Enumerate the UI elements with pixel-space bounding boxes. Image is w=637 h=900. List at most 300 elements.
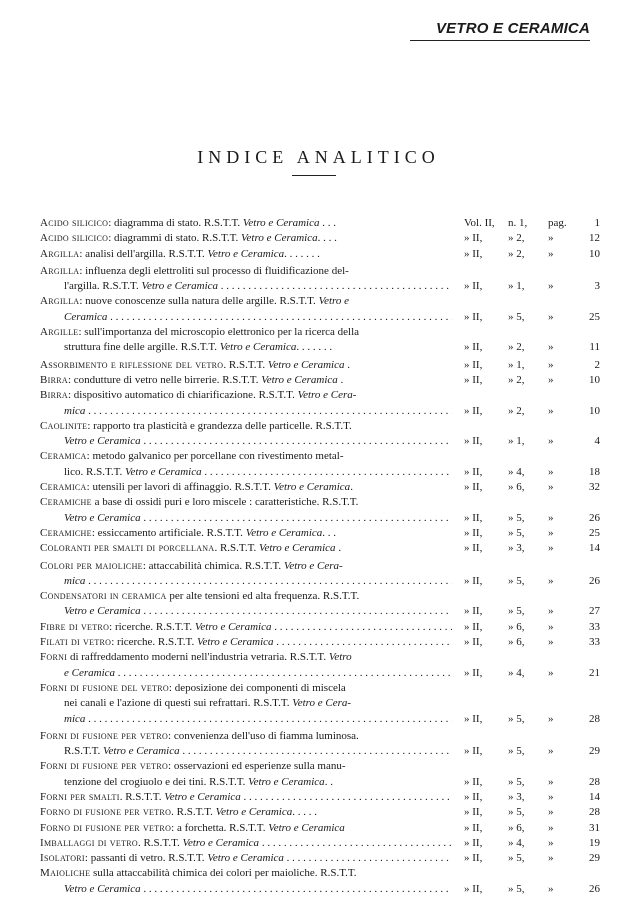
entry-text: nei canali e l'azione di questi sui refrattari. R.S.T.T. bbox=[64, 697, 293, 710]
entry-reference bbox=[464, 836, 600, 851]
entry-reference bbox=[464, 465, 600, 480]
page-label: » bbox=[548, 605, 554, 618]
index-entry bbox=[40, 805, 600, 820]
issue-number: » 2, bbox=[508, 247, 525, 260]
index-entry bbox=[40, 650, 600, 681]
volume: » II, bbox=[464, 481, 483, 494]
journal-title: Vetro e Ceramica bbox=[182, 836, 260, 849]
index-entry bbox=[40, 358, 600, 373]
journal-title: Vetro e Ceramica bbox=[207, 852, 284, 865]
page-label: » bbox=[548, 882, 554, 895]
entry-reference bbox=[464, 635, 600, 650]
issue-number: » 4, bbox=[508, 836, 525, 849]
leader-dots: . bbox=[350, 481, 353, 494]
leader-dots: . . bbox=[324, 775, 333, 788]
entry-text: : analisi dell'argilla. R.S.T.T. bbox=[79, 247, 208, 260]
journal-title: Vetro e Ceramica bbox=[273, 481, 351, 494]
journal-title: Vetro e Cera- bbox=[292, 697, 352, 710]
entry-text: di raffreddamento moderni nell'industria vetraria. R.S.T.T. bbox=[67, 651, 329, 664]
entry-heading: Filati di vetro bbox=[40, 636, 112, 649]
issue-number: » 5, bbox=[508, 310, 525, 323]
page-label: » bbox=[548, 745, 554, 758]
entry-reference bbox=[464, 851, 600, 866]
page-label: » bbox=[548, 358, 554, 371]
entry-reference bbox=[464, 231, 600, 246]
entry-heading: Ceramiche bbox=[40, 496, 92, 509]
page-label: » bbox=[548, 526, 554, 539]
issue-number: » 3, bbox=[508, 542, 525, 555]
entry-reference bbox=[464, 620, 600, 635]
entry-line bbox=[40, 836, 452, 851]
entry-line bbox=[40, 589, 452, 604]
entry-text: : condutture di vetro nelle birrerie. R.S.T.T. bbox=[67, 373, 262, 386]
page-number: 33 bbox=[589, 636, 600, 649]
entry-line bbox=[40, 620, 452, 635]
entry-line bbox=[40, 247, 452, 262]
leader-dots: . bbox=[337, 373, 344, 386]
leader-dots: . bbox=[344, 358, 350, 371]
entry-line bbox=[40, 388, 452, 403]
entry-text: : ricerche. R.S.T.T. bbox=[111, 636, 197, 649]
entry-text: : influenza degli elettroliti sul processo di fluidificazione del- bbox=[79, 264, 349, 277]
page-title: INDICE ANALITICO bbox=[197, 147, 440, 167]
index-entry bbox=[40, 449, 600, 480]
entry-text: lico. R.S.T.T. bbox=[64, 465, 126, 478]
entry-reference bbox=[464, 712, 600, 727]
entry-text: : attaccabilità chimica. R.S.T.T. bbox=[142, 559, 284, 572]
issue-number: » 6, bbox=[508, 481, 525, 494]
entry-text: : dispositivo automatico di chiarificazione. R.S.T.T. bbox=[67, 389, 298, 402]
entry-text: : utensili per lavori di affinaggio. R.S.T.T. bbox=[86, 481, 274, 494]
page-number: 28 bbox=[589, 775, 600, 788]
entry-line bbox=[40, 373, 452, 388]
entry-line bbox=[40, 449, 452, 464]
entry-line bbox=[40, 526, 452, 541]
journal-title: Vetro e Cera- bbox=[283, 559, 343, 572]
volume: » II, bbox=[464, 511, 483, 524]
page-label: » bbox=[548, 280, 554, 293]
entry-line bbox=[40, 294, 452, 309]
page-label: » bbox=[548, 712, 554, 725]
page-number: 25 bbox=[589, 310, 600, 323]
entry-reference bbox=[464, 574, 600, 589]
index-entry bbox=[40, 480, 600, 495]
volume: » II, bbox=[464, 636, 483, 649]
volume: » II, bbox=[464, 882, 483, 895]
entry-line bbox=[40, 696, 452, 711]
page-label: » bbox=[548, 435, 554, 448]
entry-text: . R.S.T.T. bbox=[119, 790, 165, 803]
page-number: 27 bbox=[589, 605, 600, 618]
entry-heading: Coloranti per smalti di porcellana bbox=[40, 542, 215, 555]
entry-reference bbox=[464, 775, 600, 790]
entry-text: : metodo galvanico per porcellane con rivestimento metal- bbox=[86, 450, 344, 463]
entry-line bbox=[40, 465, 452, 480]
entry-text: : a forchetta. R.S.T.T. bbox=[171, 821, 269, 834]
volume: » II, bbox=[464, 666, 483, 679]
entry-text: : passanti di vetro. R.S.T.T. bbox=[84, 852, 208, 865]
entry-heading: Forni di fusione per vetro bbox=[40, 760, 169, 773]
issue-number: » 4, bbox=[508, 666, 525, 679]
issue-number: » 5, bbox=[508, 882, 525, 895]
entry-text: : diagrammi di stato. R.S.T.T. bbox=[108, 232, 242, 245]
header-title: VETRO E CERAMICA bbox=[435, 20, 590, 37]
issue-number: » 1, bbox=[508, 358, 525, 371]
entry-line bbox=[40, 604, 452, 619]
page-label: » bbox=[548, 310, 554, 323]
entry-line bbox=[40, 574, 452, 589]
entry-reference bbox=[464, 604, 600, 619]
leader-dots: . . . . . bbox=[292, 806, 317, 819]
page-label: » bbox=[548, 373, 554, 386]
entry-line bbox=[40, 216, 452, 231]
volume: » II, bbox=[464, 605, 483, 618]
page-number: 10 bbox=[589, 404, 600, 417]
entry-reference bbox=[464, 805, 600, 820]
entry-line bbox=[40, 340, 452, 355]
volume: » II, bbox=[464, 806, 483, 819]
page-number: 33 bbox=[589, 620, 600, 633]
journal-title: Vetro e Ceramica bbox=[141, 280, 219, 293]
entry-heading: Forni bbox=[40, 651, 68, 664]
entry-heading: Fibre di vetro bbox=[40, 620, 110, 633]
page-number: 11 bbox=[589, 341, 600, 354]
index-entry bbox=[40, 264, 600, 295]
page-label: » bbox=[548, 852, 554, 865]
issue-number: » 5, bbox=[508, 511, 525, 524]
page-number: 28 bbox=[589, 712, 600, 725]
leader-dots: . bbox=[335, 542, 342, 555]
issue-number: » 6, bbox=[508, 620, 525, 633]
issue-number: » 1, bbox=[508, 435, 525, 448]
page-number: 10 bbox=[589, 247, 600, 260]
entry-text: . R.S.T.T. bbox=[223, 358, 268, 371]
entry-reference bbox=[464, 404, 600, 419]
issue-number: » 3, bbox=[508, 790, 525, 803]
page-number: 28 bbox=[589, 806, 600, 819]
issue-number: » 5, bbox=[508, 806, 525, 819]
entry-line bbox=[40, 650, 452, 665]
entry-line bbox=[40, 882, 452, 897]
volume: » II, bbox=[464, 310, 483, 323]
journal-title: Vetro e Ceramica bbox=[103, 745, 180, 758]
entry-line bbox=[40, 495, 452, 510]
entry-line bbox=[40, 821, 452, 836]
journal-title: Vetro e Ceramica bbox=[215, 806, 293, 819]
entry-text: : sull'importanza del microscopio elettronico per la ricerca della bbox=[78, 326, 360, 339]
journal-title: mica bbox=[64, 404, 86, 417]
entry-heading: Ceramica bbox=[40, 450, 87, 463]
entry-heading: Condensatori in ceramica bbox=[40, 590, 167, 603]
entry-line bbox=[40, 712, 452, 727]
entry-line bbox=[40, 480, 452, 495]
page-number: 18 bbox=[589, 465, 600, 478]
entry-line bbox=[40, 729, 452, 744]
entry-reference bbox=[464, 216, 600, 231]
page-number: 3 bbox=[594, 280, 600, 293]
volume: » II, bbox=[464, 435, 483, 448]
volume: » II, bbox=[464, 465, 483, 478]
entry-reference bbox=[464, 279, 600, 294]
index-entry bbox=[40, 388, 600, 419]
page-number: 26 bbox=[589, 574, 600, 587]
entry-text: . R.S.T.T. bbox=[214, 542, 259, 555]
index-entry bbox=[40, 216, 600, 231]
volume: » II, bbox=[464, 712, 483, 725]
entry-line bbox=[40, 805, 452, 820]
page-number: 29 bbox=[589, 852, 600, 865]
entry-heading: Imballaggi di vetro bbox=[40, 836, 138, 849]
entry-line bbox=[40, 681, 452, 696]
entry-line bbox=[40, 866, 452, 881]
page-label: » bbox=[548, 775, 554, 788]
page-label: » bbox=[548, 636, 554, 649]
page-number: 29 bbox=[589, 745, 600, 758]
index-entry bbox=[40, 729, 600, 760]
entry-line bbox=[40, 666, 452, 681]
entry-heading: Forno di fusione per vetro bbox=[40, 806, 172, 819]
entry-heading: Birra bbox=[40, 389, 68, 402]
index-entry bbox=[40, 589, 600, 620]
entry-text: tenzione del crogiuolo e dei tini. R.S.T.T. bbox=[64, 775, 249, 788]
entry-heading: Forni di fusione per vetro bbox=[40, 729, 169, 742]
journal-title: Ceramica bbox=[64, 310, 108, 323]
entry-heading: Caolinite bbox=[40, 419, 88, 432]
entry-line bbox=[40, 231, 452, 246]
entry-line bbox=[40, 775, 452, 790]
page-number: 21 bbox=[589, 666, 600, 679]
entry-line bbox=[40, 358, 452, 373]
issue-number: » 2, bbox=[508, 232, 525, 245]
entry-heading: Ceramiche bbox=[40, 526, 92, 539]
entry-line bbox=[40, 635, 452, 650]
index-entry bbox=[40, 526, 600, 541]
page-number: 31 bbox=[589, 821, 600, 834]
index-list bbox=[40, 216, 600, 897]
entry-heading: Argille bbox=[40, 326, 79, 339]
page-label: » bbox=[548, 341, 554, 354]
index-entry bbox=[40, 821, 600, 836]
page-label: pag. bbox=[548, 217, 567, 229]
index-entry bbox=[40, 247, 600, 262]
page-label: » bbox=[548, 232, 554, 245]
entry-reference bbox=[464, 511, 600, 526]
index-entry bbox=[40, 635, 600, 650]
leader-dots: . . . bbox=[319, 217, 336, 229]
entry-heading: Argilla bbox=[40, 295, 80, 308]
page-number: 14 bbox=[589, 542, 600, 555]
index-entry bbox=[40, 231, 600, 246]
entry-heading: Colori per maioliche bbox=[40, 559, 143, 572]
issue-number: » 5, bbox=[508, 605, 525, 618]
journal-title: Vetro e Ceramica bbox=[241, 232, 318, 245]
issue-number: » 5, bbox=[508, 745, 525, 758]
journal-title: Vetro bbox=[328, 651, 352, 664]
index-entry bbox=[40, 851, 600, 866]
entry-text: : ricerche. R.S.T.T. bbox=[109, 620, 195, 633]
journal-title: mica bbox=[64, 574, 86, 587]
entry-reference bbox=[464, 666, 600, 681]
issue-number: » 5, bbox=[508, 775, 525, 788]
page-label: » bbox=[548, 247, 554, 260]
page-label: » bbox=[548, 666, 554, 679]
entry-text: l'argilla. R.S.T.T. bbox=[64, 280, 142, 293]
leader-dots: . . . . . . . bbox=[284, 247, 320, 260]
volume: » II, bbox=[464, 341, 483, 354]
entry-heading: Acido silicico bbox=[40, 232, 109, 245]
journal-title: Vetro e Ceramica bbox=[268, 821, 345, 834]
page-number: 12 bbox=[589, 232, 600, 245]
entry-line bbox=[40, 511, 452, 526]
entry-line bbox=[40, 790, 452, 805]
entry-reference bbox=[464, 340, 600, 355]
entry-line bbox=[40, 419, 452, 434]
index-entry bbox=[40, 495, 600, 526]
issue-number: » 2, bbox=[508, 373, 525, 386]
volume: » II, bbox=[464, 745, 483, 758]
page-label: » bbox=[548, 511, 554, 524]
entry-reference bbox=[464, 541, 600, 556]
entry-reference bbox=[464, 373, 600, 388]
volume: » II, bbox=[464, 852, 483, 865]
entry-line bbox=[40, 279, 452, 294]
volume: » II, bbox=[464, 373, 483, 386]
entry-line bbox=[40, 541, 452, 556]
journal-title: Vetro e Cera- bbox=[297, 389, 357, 402]
journal-title: Vetro e Ceramica bbox=[258, 542, 336, 555]
issue-number: » 5, bbox=[508, 712, 525, 725]
volume: » II, bbox=[464, 775, 483, 788]
index-entry bbox=[40, 541, 600, 556]
entry-reference bbox=[464, 526, 600, 541]
volume: » II, bbox=[464, 574, 483, 587]
entry-text: : rapporto tra plasticità e grandezza delle particelle. R.S.T.T. bbox=[87, 419, 352, 432]
entry-line bbox=[40, 325, 452, 340]
issue-number: » 5, bbox=[508, 526, 525, 539]
page-number: 2 bbox=[594, 358, 600, 371]
entry-heading: Argilla bbox=[40, 247, 80, 260]
entry-text: : osservazioni ed esperienze sulla manu- bbox=[168, 760, 346, 773]
issue-number: » 6, bbox=[508, 821, 525, 834]
entry-line bbox=[40, 744, 452, 759]
page-number: 10 bbox=[589, 373, 600, 386]
index-entry bbox=[40, 790, 600, 805]
volume: » II, bbox=[464, 358, 483, 371]
page-label: » bbox=[548, 821, 554, 834]
journal-title: Vetro e Ceramica bbox=[196, 636, 274, 649]
journal-title: Vetro e Ceramica bbox=[242, 217, 320, 229]
leader-dots: . . . . . . . bbox=[296, 341, 333, 354]
volume: » II, bbox=[464, 620, 483, 633]
entry-heading: Isolatori bbox=[40, 852, 85, 865]
issue-number: » 5, bbox=[508, 852, 525, 865]
entry-reference bbox=[464, 480, 600, 495]
entry-text: . R.S.T.T. bbox=[171, 806, 216, 819]
entry-text: : deposizione dei componenti di miscela bbox=[168, 681, 346, 694]
issue-number: n. 1, bbox=[508, 217, 528, 229]
entry-heading: Forni di fusione del vetro bbox=[40, 681, 169, 694]
volume: » II, bbox=[464, 232, 483, 245]
entry-reference bbox=[464, 790, 600, 805]
page-label: » bbox=[548, 404, 554, 417]
index-entry bbox=[40, 559, 600, 590]
volume: » II, bbox=[464, 280, 483, 293]
page-label: » bbox=[548, 542, 554, 555]
entry-reference bbox=[464, 434, 600, 449]
page-label: » bbox=[548, 806, 554, 819]
page-label: » bbox=[548, 620, 554, 633]
index-entry bbox=[40, 681, 600, 727]
journal-title: mica bbox=[64, 712, 86, 725]
page-label: » bbox=[548, 836, 554, 849]
journal-title: Vetro e Ceramica bbox=[245, 526, 323, 539]
volume: » II, bbox=[464, 247, 483, 260]
index-entry bbox=[40, 419, 600, 450]
entry-heading: Argilla bbox=[40, 264, 80, 277]
entry-heading: Birra bbox=[40, 373, 68, 386]
entry-text: a base di ossidi puri e loro miscele : caratteristiche. R.S.T.T. bbox=[91, 496, 359, 509]
issue-number: » 2, bbox=[508, 341, 525, 354]
entry-heading: Forni per smalti bbox=[40, 790, 120, 803]
entry-reference bbox=[464, 821, 600, 836]
journal-title: Vetro e Ceramica bbox=[248, 775, 325, 788]
index-entry bbox=[40, 836, 600, 851]
issue-number: » 6, bbox=[508, 636, 525, 649]
issue-number: » 1, bbox=[508, 280, 525, 293]
entry-line bbox=[40, 559, 452, 574]
entry-text: R.S.T.T. bbox=[64, 745, 104, 758]
entry-heading: Acido silicico bbox=[40, 217, 109, 229]
volume: » II, bbox=[464, 821, 483, 834]
entry-reference bbox=[464, 744, 600, 759]
journal-title: Vetro e Ceramica bbox=[261, 373, 338, 386]
volume: » II, bbox=[464, 542, 483, 555]
entry-text: : nuove conoscenze sulla natura delle argille. R.S.T.T. bbox=[79, 295, 319, 308]
page-number: 19 bbox=[589, 836, 600, 849]
leader-dots: . . . bbox=[322, 526, 337, 539]
page-number: 25 bbox=[589, 526, 600, 539]
page-label: » bbox=[548, 574, 554, 587]
entry-heading: Assorbimento e riflessione del vetro bbox=[40, 358, 224, 371]
page-number: 26 bbox=[589, 511, 600, 524]
entry-reference bbox=[464, 882, 600, 897]
page-number: 32 bbox=[589, 481, 600, 494]
journal-title: Vetro e Ceramica bbox=[164, 790, 241, 803]
issue-number: » 5, bbox=[508, 574, 525, 587]
entry-line bbox=[40, 434, 452, 449]
entry-reference bbox=[464, 358, 600, 373]
volume: » II, bbox=[464, 404, 483, 417]
volume: » II, bbox=[464, 836, 483, 849]
page-label: » bbox=[548, 465, 554, 478]
journal-title: Vetro e Ceramica bbox=[194, 620, 272, 633]
journal-title: Vetro e Ceramica bbox=[267, 358, 345, 371]
journal-title: Vetro e Ceramica bbox=[64, 435, 141, 448]
entry-line bbox=[40, 851, 452, 866]
journal-title: Vetro e Ceramica bbox=[64, 511, 141, 524]
entry-line bbox=[40, 310, 452, 325]
page-number: 1 bbox=[594, 217, 600, 229]
index-entry bbox=[40, 759, 600, 790]
journal-title: Vetro e bbox=[318, 295, 350, 308]
entry-heading: Maioliche bbox=[40, 867, 91, 880]
title-rule bbox=[292, 175, 336, 176]
journal-title: Vetro e Ceramica bbox=[207, 247, 285, 260]
entry-heading: Ceramica bbox=[40, 481, 87, 494]
entry-line bbox=[40, 264, 452, 279]
volume: » II, bbox=[464, 790, 483, 803]
page-label: » bbox=[548, 481, 554, 494]
